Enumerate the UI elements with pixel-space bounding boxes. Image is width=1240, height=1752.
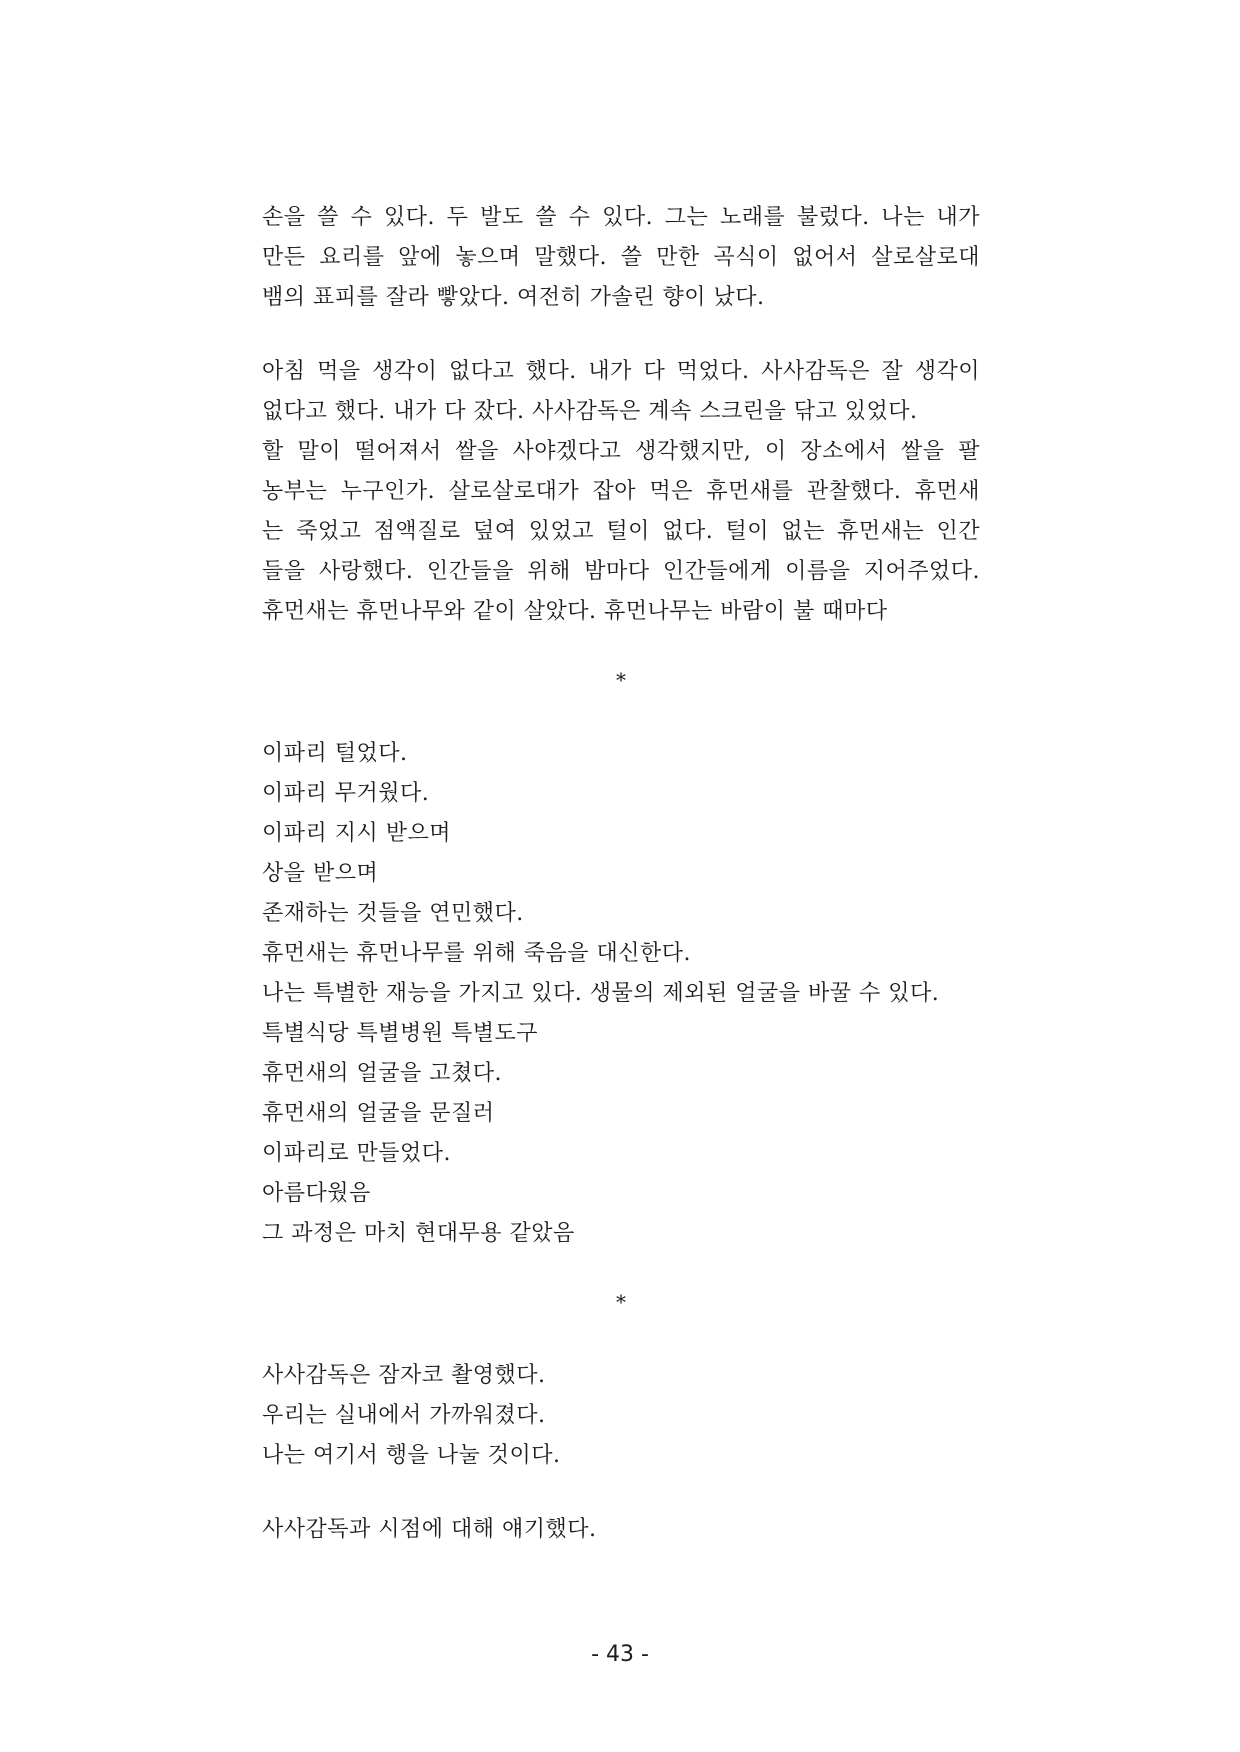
section-separator: * — [616, 1290, 626, 1314]
text-line: 휴먼새의 얼굴을 고쳤다. — [262, 1061, 503, 1086]
text-line: 존재하는 것들을 연민했다. — [262, 901, 524, 926]
paragraph-gap — [262, 1476, 980, 1510]
text-line: 휴먼새의 얼굴을 문질러 — [262, 1101, 495, 1126]
text-line: 들을 사랑했다. 인간들을 위해 밤마다 인간들에게 이름을 지어주었다. — [262, 559, 980, 584]
text-line: 만든 요리를 앞에 놓으며 말했다. 쓸 만한 곡식이 없어서 살로살로대 — [262, 245, 980, 270]
text-line: 이파리 지시 받으며 — [262, 821, 452, 846]
text-line: 없다고 했다. 내가 다 잤다. 사사감독은 계속 스크린을 닦고 있었다. — [262, 399, 918, 424]
section-separator: * — [616, 668, 626, 692]
page-number: - 43 - — [591, 1642, 649, 1667]
text-line: 손을 쓸 수 있다. 두 발도 쓸 수 있다. 그는 노래를 불렀다. 나는 내가 — [262, 205, 980, 230]
text-line: 이파리 무거웠다. — [262, 781, 430, 806]
paragraph-2 — [262, 352, 980, 632]
body-text — [262, 198, 980, 1550]
text-line: 특별식당 특별병원 특별도구 — [262, 1021, 539, 1046]
paragraph-5 — [262, 1510, 980, 1550]
text-line: 휴먼새는 휴먼나무를 위해 죽음을 대신한다. — [262, 941, 692, 966]
text-line: 이파리 털었다. — [262, 741, 408, 766]
text-line: 나는 특별한 재능을 가지고 있다. 생물의 제외된 얼굴을 바꿀 수 있다. — [262, 981, 940, 1006]
text-line: 사사감독과 시점에 대해 얘기했다. — [262, 1517, 597, 1542]
text-line: 사사감독은 잠자코 촬영했다. — [262, 1363, 546, 1388]
text-line: 이파리로 만들었다. — [262, 1141, 452, 1166]
text-line: 는 죽었고 점액질로 덮여 있었고 털이 없다. 털이 없는 휴먼새는 인간 — [262, 519, 980, 544]
text-line: 뱀의 표피를 잘라 빻았다. 여전히 가솔린 향이 났다. — [262, 285, 765, 310]
text-line: 상을 받으며 — [262, 861, 379, 886]
paragraph-1 — [262, 198, 980, 318]
text-line: 나는 여기서 행을 나눌 것이다. — [262, 1443, 561, 1468]
text-line: 아침 먹을 생각이 없다고 했다. 내가 다 먹었다. 사사감독은 잘 생각이 — [262, 359, 980, 384]
paragraph-3 — [262, 734, 980, 1254]
text-line: 할 말이 떨어져서 쌀을 사야겠다고 생각했지만, 이 장소에서 쌀을 팔 — [262, 439, 980, 464]
paragraph-gap — [262, 318, 980, 352]
paragraph-4 — [262, 1356, 980, 1476]
text-line: 그 과정은 마치 현대무용 같았음 — [262, 1221, 575, 1246]
text-line: 우리는 실내에서 가까워졌다. — [262, 1403, 546, 1428]
text-line: 농부는 누구인가. 살로살로대가 잡아 먹은 휴먼새를 관찰했다. 휴먼새 — [262, 479, 980, 504]
text-line: 휴먼새는 휴먼나무와 같이 살았다. 휴먼나무는 바람이 불 때마다 — [262, 599, 888, 624]
text-line: 아름다웠음 — [262, 1181, 371, 1206]
